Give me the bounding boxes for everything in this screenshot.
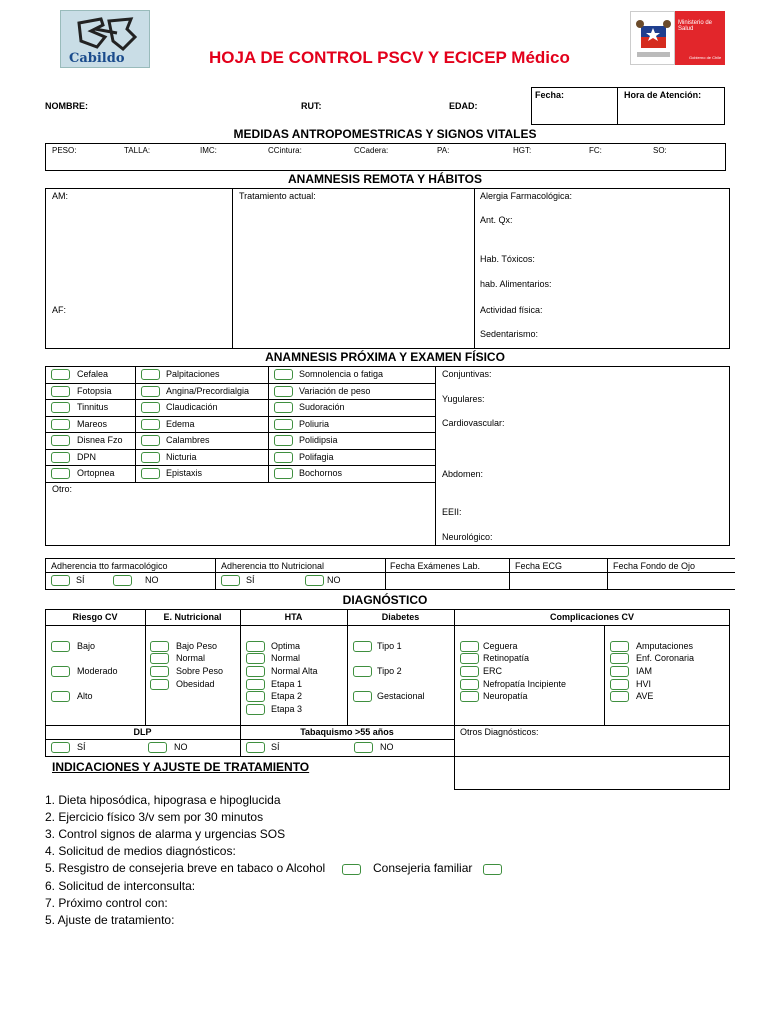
indicacion-item: 6. Solicitud de interconsulta: [45, 879, 196, 893]
option-no: NO [174, 742, 188, 752]
checkbox-si[interactable] [221, 575, 240, 586]
diag-header-riesgo-cv: Riesgo CV [72, 612, 118, 622]
option-bajo-peso: Bajo Peso [176, 641, 218, 651]
option-angina-precordialgia: Angina/Precordialgia [166, 386, 250, 396]
option-si: SÍ [246, 575, 255, 585]
option-tipo-2: Tipo 2 [377, 666, 402, 676]
checkbox-retinopatia[interactable] [460, 653, 479, 664]
fecha-label: Fecha: [535, 90, 565, 100]
indicaciones-title: INDICACIONES Y AJUSTE DE TRATAMIENTO [52, 760, 310, 774]
option-normal: Normal [176, 653, 206, 663]
checkbox-normal-alta[interactable] [246, 666, 265, 677]
adherencia-header-fecha-examenes-lab: Fecha Exámenes Lab. [390, 561, 481, 571]
checkbox-somnolencia-o-fatiga[interactable] [274, 369, 293, 380]
option-polidipsia: Polidipsia [299, 435, 338, 445]
adherencia-header-adherencia-tto-farmacologico: Adherencia tto farmacológico [51, 561, 168, 571]
grid-line [45, 416, 435, 417]
option-moderado: Moderado [77, 666, 118, 676]
chile-coat-of-arms-icon [631, 12, 676, 66]
checkbox-dpn[interactable] [51, 452, 70, 463]
checkbox-bajo[interactable] [51, 641, 70, 652]
option-cefalea: Cefalea [77, 369, 109, 379]
otros-diagnosticos-label: Otros Diagnósticos: [460, 727, 539, 737]
option-amputaciones: Amputaciones [636, 641, 694, 651]
checkbox-ortopnea[interactable] [51, 468, 70, 479]
option-variacion-de-peso: Variación de peso [299, 386, 371, 396]
checkbox-alto[interactable] [51, 691, 70, 702]
exam-eeii: EEII: [442, 507, 462, 517]
vital-field-ccintura[interactable]: CCintura: [268, 146, 302, 155]
option-si: SÍ [76, 575, 85, 585]
option-sudoracion: Sudoración [299, 402, 345, 412]
option-ave: AVE [636, 691, 654, 701]
checkbox-enf-coronaria[interactable] [610, 653, 629, 664]
checkbox-no[interactable] [354, 742, 373, 753]
option-ceguera: Ceguera [483, 641, 518, 651]
option-epistaxis: Epistaxis [166, 468, 203, 478]
option-ortopnea: Ortopnea [77, 468, 115, 478]
option-optima: Optima [271, 641, 301, 651]
habito-alergia-farmacologica: Alergia Farmacológica: [480, 191, 573, 201]
checkbox-cefalea[interactable] [51, 369, 70, 380]
checkbox-gestacional[interactable] [353, 691, 372, 702]
checkbox-tipo-1[interactable] [353, 641, 372, 652]
option-no: NO [380, 742, 394, 752]
checkbox-variacion-de-peso[interactable] [274, 386, 293, 397]
option-dpn: DPN [77, 452, 97, 462]
option-disnea-fzo: Disnea Fzo [77, 435, 123, 445]
nombre-label: NOMBRE: [45, 101, 88, 111]
option-polifagia: Polifagia [299, 452, 334, 462]
checkbox-si[interactable] [51, 575, 70, 586]
adherencia-header-fecha-fondo-de-ojo: Fecha Fondo de Ojo [613, 561, 696, 571]
grid-line [45, 465, 435, 466]
checkbox-no[interactable] [113, 575, 132, 586]
option-retinopatia: Retinopatía [483, 653, 530, 663]
option-si: SÍ [271, 742, 280, 752]
option-fotopsia: Fotopsia [77, 386, 112, 396]
option-calambres: Calambres [166, 435, 210, 445]
vitals-title: MEDIDAS ANTROPOMESTRICAS Y SIGNOS VITALES [233, 127, 537, 141]
option-iam: IAM [636, 666, 653, 676]
cabildo-logo-text: Cabildo [69, 51, 125, 66]
checkbox-etapa-1[interactable] [246, 679, 265, 690]
checkbox-polidipsia[interactable] [274, 435, 293, 446]
option-tipo-1: Tipo 1 [377, 641, 402, 651]
exam-neurologico: Neurológico: [442, 532, 493, 542]
checkbox-hvi[interactable] [610, 679, 629, 690]
indicacion-item: 1. Dieta hiposódica, hipograsa e hipoglucida [45, 793, 281, 807]
dlp-header: DLP [133, 727, 152, 737]
minsal-logo [630, 11, 725, 65]
checkbox-ceguera[interactable] [460, 641, 479, 652]
checkbox-nefropatia-incipiente[interactable] [460, 679, 479, 690]
tabaquismo-header: Tabaquismo >55 años [300, 727, 394, 737]
tratamiento-label: Tratamiento actual: [239, 191, 316, 201]
option-mareos: Mareos [77, 419, 108, 429]
checkbox-sudoracion[interactable] [274, 402, 293, 413]
option-enf-coronaria: Enf. Coronaria [636, 653, 695, 663]
checkbox-normal[interactable] [150, 653, 169, 664]
edad-label: EDAD: [449, 101, 478, 111]
cabildo-logo [60, 10, 150, 68]
option-etapa-1: Etapa 1 [271, 679, 303, 689]
checkbox-normal[interactable] [246, 653, 265, 664]
exam-abdomen: Abdomen: [442, 469, 484, 479]
option-alto: Alto [77, 691, 93, 701]
checkbox-optima[interactable] [246, 641, 265, 652]
checkbox-sobre-peso[interactable] [150, 666, 169, 677]
indicacion-item: 4. Solicitud de medios diagnósticos: [45, 844, 236, 858]
checkbox-tinnitus[interactable] [51, 402, 70, 413]
grid-line [45, 449, 435, 450]
option-normal-alta: Normal Alta [271, 666, 318, 676]
checkbox-nicturia[interactable] [141, 452, 160, 463]
option-obesidad: Obesidad [176, 679, 215, 689]
option-hvi: HVI [636, 679, 652, 689]
option-normal: Normal [271, 653, 301, 663]
diag-header-complicaciones-cv: Complicaciones CV [549, 612, 635, 622]
checkbox-palpitaciones[interactable] [141, 369, 160, 380]
vital-field-ccadera[interactable]: CCadera: [354, 146, 389, 155]
option-sobre-peso: Sobre Peso [176, 666, 224, 676]
option-palpitaciones: Palpitaciones [166, 369, 220, 379]
vital-field-imc[interactable]: IMC: [200, 146, 217, 155]
checkbox-bajo-peso[interactable] [150, 641, 169, 652]
rut-label: RUT: [301, 101, 322, 111]
checkbox-etapa-2[interactable] [246, 691, 265, 702]
proxima-title: ANAMNESIS PRÓXIMA Y EXAMEN FÍSICO [265, 350, 505, 364]
option-claudicacion: Claudicación [166, 402, 218, 412]
indicacion-item: 7. Próximo control con: [45, 896, 168, 910]
indicacion-item: 3. Control signos de alarma y urgencias SOS [45, 827, 286, 841]
option-no: NO [145, 575, 159, 585]
option-edema: Edema [166, 419, 195, 429]
hora-label: Hora de Atención: [624, 90, 702, 100]
checkbox-mareos[interactable] [51, 419, 70, 430]
vital-field-peso[interactable]: PESO: [52, 146, 77, 155]
option-poliuria: Poliuria [299, 419, 330, 429]
checkbox-erc[interactable] [460, 666, 479, 677]
minsal-logo-text: Ministerio de Salud [678, 20, 713, 32]
am-label: AM: [52, 191, 69, 201]
checkbox-polifagia[interactable] [274, 452, 293, 463]
checkbox-moderado[interactable] [51, 666, 70, 677]
af-label: AF: [52, 305, 67, 315]
page-title: HOJA DE CONTROL PSCV Y ECICEP Médico [209, 48, 570, 67]
remota-box [45, 188, 730, 349]
grid-line [45, 383, 435, 384]
option-no: NO [327, 575, 341, 585]
diag-header-hta: HTA [284, 612, 303, 622]
habito-actividad-fisica: Actividad física: [480, 305, 543, 315]
checkbox-tipo-2[interactable] [353, 666, 372, 677]
checkbox-consejeria-tabaco[interactable] [342, 864, 361, 875]
diag-header-diabetes: Diabetes [381, 612, 420, 622]
adherencia-header-fecha-ecg: Fecha ECG [515, 561, 563, 571]
checkbox-ave[interactable] [610, 691, 629, 702]
grid-line [45, 432, 435, 433]
checkbox-etapa-3[interactable] [246, 704, 265, 715]
consejeria-familiar-label: Consejeria familiar [373, 861, 473, 875]
otro-label: Otro: [52, 484, 73, 494]
checkbox-disnea-fzo[interactable] [51, 435, 70, 446]
option-tinnitus: Tinnitus [77, 402, 109, 412]
vital-field-so[interactable]: SO: [653, 146, 667, 155]
checkbox-neuropatia[interactable] [460, 691, 479, 702]
checkbox-si[interactable] [246, 742, 265, 753]
option-bochornos: Bochornos [299, 468, 343, 478]
grid-line [45, 482, 435, 483]
minsal-logo-subtext: Gobierno de Chile [689, 55, 722, 60]
option-nefropatia-incipiente: Nefropatía Incipiente [483, 679, 567, 689]
remota-title: ANAMNESIS REMOTA Y HÁBITOS [287, 172, 483, 186]
checkbox-calambres[interactable] [141, 435, 160, 446]
vital-field-fc[interactable]: FC: [589, 146, 602, 155]
checkbox-amputaciones[interactable] [610, 641, 629, 652]
diag-header-e-nutricional: E. Nutricional [163, 612, 222, 622]
checkbox-epistaxis[interactable] [141, 468, 160, 479]
habito-sedentarismo: Sedentarismo: [480, 329, 539, 339]
checkbox-edema[interactable] [141, 419, 160, 430]
vital-field-pa[interactable]: PA: [437, 146, 450, 155]
checkbox-angina-precordialgia[interactable] [141, 386, 160, 397]
vital-field-talla[interactable]: TALLA: [124, 146, 151, 155]
option-etapa-2: Etapa 2 [271, 691, 303, 701]
exam-cardiovascular: Cardiovascular: [442, 418, 505, 428]
option-erc: ERC [483, 666, 503, 676]
checkbox-claudicacion[interactable] [141, 402, 160, 413]
vital-field-hgt[interactable]: HGT: [513, 146, 532, 155]
checkbox-iam[interactable] [610, 666, 629, 677]
checkbox-no[interactable] [148, 742, 167, 753]
exam-conjuntivas: Conjuntivas: [442, 369, 492, 379]
checkbox-consejeria-familiar[interactable] [483, 864, 502, 875]
option-neuropatia: Neuropatía [483, 691, 528, 701]
option-somnolencia-o-fatiga: Somnolencia o fatiga [299, 369, 384, 379]
checkbox-poliuria[interactable] [274, 419, 293, 430]
grid-line [45, 399, 435, 400]
checkbox-si[interactable] [51, 742, 70, 753]
option-bajo: Bajo [77, 641, 96, 651]
checkbox-bochornos[interactable] [274, 468, 293, 479]
option-etapa-3: Etapa 3 [271, 704, 303, 714]
habito-hab-alimentarios: hab. Alimentarios: [480, 279, 552, 289]
option-gestacional: Gestacional [377, 691, 425, 701]
habito-ant-qx: Ant. Qx: [480, 215, 513, 225]
indicacion-item: 5. Ajuste de tratamiento: [45, 913, 175, 927]
option-nicturia: Nicturia [166, 452, 197, 462]
adherencia-header-adherencia-tto-nutricional: Adherencia tto Nutricional [221, 561, 325, 571]
checkbox-fotopsia[interactable] [51, 386, 70, 397]
habito-hab-toxicos: Hab. Tóxicos: [480, 254, 535, 264]
checkbox-obesidad[interactable] [150, 679, 169, 690]
option-si: SÍ [77, 742, 86, 752]
exam-yugulares: Yugulares: [442, 394, 485, 404]
indicacion-item: 2. Ejercicio físico 3/v sem por 30 minutos [45, 810, 264, 824]
diagnostico-title: DIAGNÓSTICO [342, 593, 428, 607]
indicacion-item: 5. Resgistro de consejeria breve en tabaco o Alcohol [45, 861, 326, 875]
checkbox-no[interactable] [305, 575, 324, 586]
